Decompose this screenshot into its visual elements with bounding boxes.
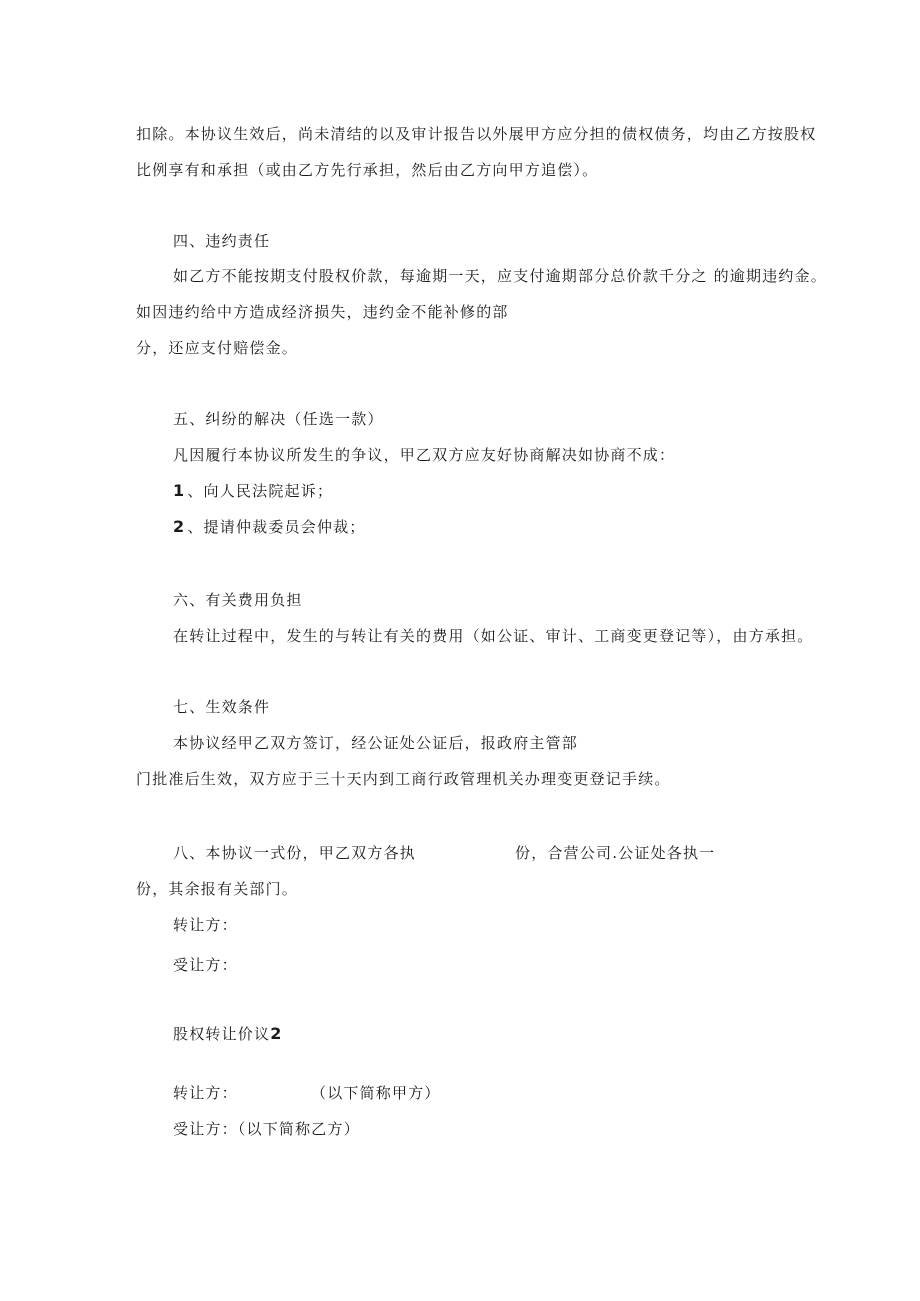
section3-line1: 扣除。本协议生效后，尚未清结的以及审计报告以外展甲方应分担的债权债务，均由乙方按股权 (136, 125, 817, 143)
agreement2-title (173, 1024, 285, 1044)
transferor-label: 转让方： (173, 916, 238, 934)
list-item-number: 1 (173, 481, 186, 500)
section7-heading: 七、生效条件 (173, 698, 271, 716)
agreement2-title-number: 2 (270, 1024, 283, 1043)
section4-heading: 四、违约责任 (173, 232, 271, 250)
section6-heading: 六、有关费用负担 (173, 591, 303, 609)
section6-line1: 在转让过程中，发生的与转让有关的费用（如公证、审计、工商变更登记等），由方承担。 (173, 627, 814, 645)
section8-line2: 份，其余报有关部门。 (136, 880, 299, 898)
section4-line3: 分，还应支付赔偿金。 (136, 339, 299, 357)
list-item-number: 2 (173, 517, 186, 536)
section7-line1: 本协议经甲乙双方签订，经公证处公证后，报政府主管部 (173, 734, 579, 752)
section8-line1b: 份，合营公司.公证处各执一 (515, 844, 716, 862)
agreement2-title-text: 股权转让价议 (173, 1025, 271, 1043)
transferee-label: 受让方： (173, 956, 238, 974)
section5-intro: 凡因履行本协议所发生的争议，甲乙双方应友好协商解决如协商不成： (173, 446, 676, 464)
section7-line2: 门批准后生效，双方应于三十天内到工商行政管理机关办理变更登记手续。 (136, 770, 671, 788)
agreement2-transferor-note: （以下简称甲方） (311, 1084, 441, 1102)
list-item-text: 、向人民法院起诉； (187, 482, 334, 500)
section4-line1: 如乙方不能按期支付股权价款，每逾期一天，应支付逾期部分总价款千分之 的逾期违约金。 (173, 267, 827, 285)
section4-line2: 如因违约给中方造成经济损失，违约金不能补修的部 (136, 303, 509, 321)
section3-line2: 比例享有和承担（或由乙方先行承担，然后由乙方向甲方追偿）。 (136, 161, 599, 179)
list-item (173, 517, 366, 537)
agreement2-transferor-label: 转让方： (173, 1084, 238, 1102)
agreement2-transferee: 受让方：（以下简称乙方） (173, 1120, 360, 1138)
section5-heading: 五、纠纷的解决（任选一款） (173, 410, 384, 428)
list-item-text: 、提请仲裁委员会仲裁； (187, 518, 366, 536)
list-item (173, 481, 333, 501)
section8-line1a: 八、本协议一式份，甲乙双方各执 (173, 844, 417, 862)
